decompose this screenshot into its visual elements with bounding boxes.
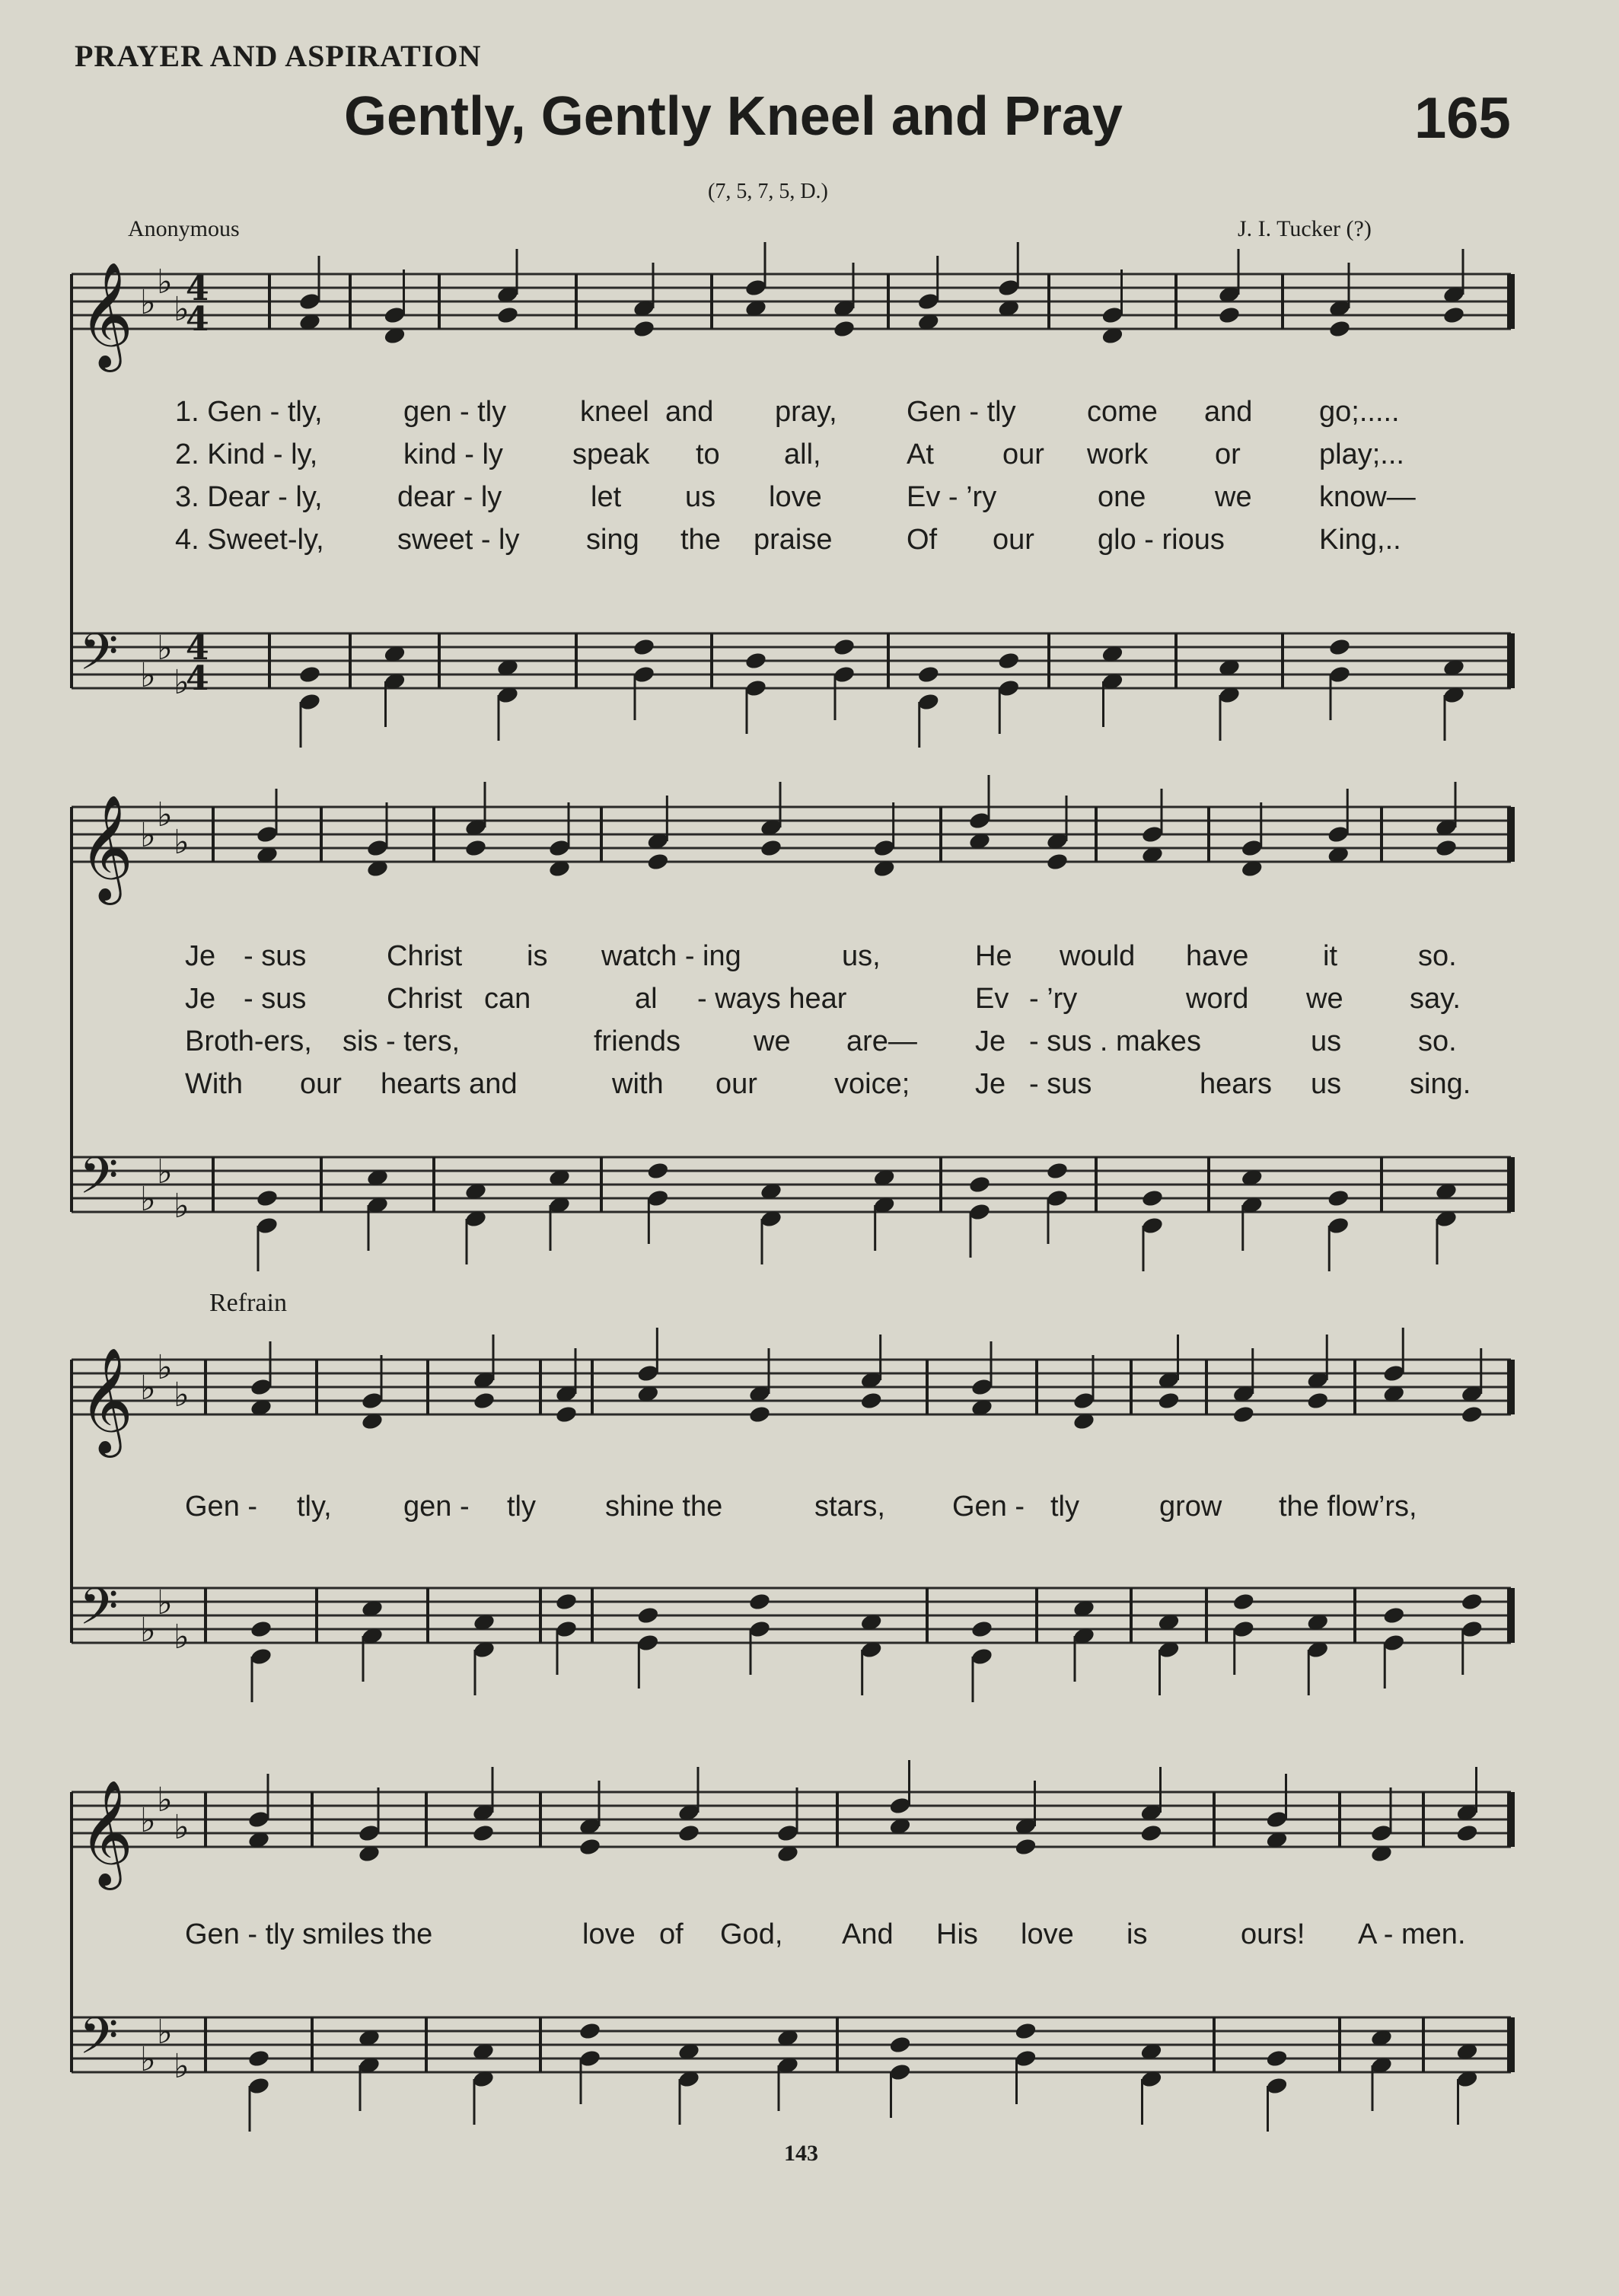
notehead <box>555 1405 578 1424</box>
notehead <box>578 2021 602 2041</box>
refrain2-j: A - men. <box>1358 1918 1466 1950</box>
flat-icon: ♭ <box>174 1618 190 1657</box>
refrain1-c: gen - <box>403 1491 470 1523</box>
notehead <box>496 305 520 325</box>
verse2-lyric-f: At <box>907 438 934 470</box>
s2-v4-i: hears <box>1200 1068 1273 1100</box>
s2-v2-e: al <box>635 983 658 1015</box>
notehead <box>646 852 670 872</box>
treble-clef-icon: 𝄞 <box>79 262 133 368</box>
verse1-lyric-a: 1. Gen - tly, <box>175 396 323 428</box>
flat-icon: ♭ <box>174 663 190 702</box>
s2-v1-e: watch - ing <box>601 940 741 972</box>
verse4-lyric-i: King,.. <box>1319 524 1401 556</box>
notehead <box>1265 2049 1289 2068</box>
flat-icon: ♭ <box>140 1180 156 1219</box>
notehead <box>1139 1823 1163 1843</box>
notehead <box>1328 319 1352 339</box>
treble-clef-icon: 𝄞 <box>79 1347 133 1453</box>
notehead <box>633 637 656 657</box>
verse3-lyric-h: we <box>1215 481 1252 513</box>
notehead <box>1382 1606 1406 1625</box>
s2-v1-k: so. <box>1418 940 1457 972</box>
notehead <box>748 1592 772 1612</box>
notehead <box>256 1188 279 1208</box>
verse3-lyric-e: love <box>769 481 822 513</box>
verse3-lyric-i: know— <box>1319 481 1416 513</box>
verse1-lyric-f: Gen - tly <box>907 396 1016 428</box>
refrain1-i: grow <box>1159 1491 1222 1523</box>
s2-v1-d: is <box>527 940 548 972</box>
notehead <box>1460 1592 1484 1612</box>
verse4-lyric-c: sing <box>586 524 639 556</box>
refrain2-e: And <box>842 1918 894 1950</box>
refrain2-h: is <box>1127 1918 1148 1950</box>
treble-clef-icon: 𝄞 <box>79 1780 133 1886</box>
verse3-lyric-b: dear - ly <box>397 481 502 513</box>
notehead <box>1455 1823 1479 1843</box>
verse1-lyric-i: go;..... <box>1319 396 1400 428</box>
s2-v4-g: Je <box>975 1068 1006 1100</box>
flat-icon: ♭ <box>140 656 156 695</box>
s2-v3-c: friends <box>594 1025 681 1057</box>
verse2-lyric-a: 2. Kind - ly, <box>175 438 318 470</box>
refrain1-d: tly <box>507 1491 536 1523</box>
s2-v2-i: word <box>1186 983 1249 1015</box>
notehead <box>1046 1161 1069 1181</box>
notehead <box>578 1837 602 1857</box>
notehead <box>464 838 488 858</box>
flat-icon: ♭ <box>157 629 173 668</box>
notehead <box>1141 1188 1165 1208</box>
refrain1-h: tly <box>1050 1491 1079 1523</box>
flat-icon: ♭ <box>174 290 190 329</box>
refrain2-a: Gen - tly smiles the <box>185 1918 433 1950</box>
flat-icon: ♭ <box>140 816 156 855</box>
verse1-lyric-e: pray, <box>775 396 837 428</box>
notehead <box>298 665 322 684</box>
words-credit: Anonymous <box>128 216 240 241</box>
notehead <box>1442 305 1466 325</box>
s2-v2-h: - ’ry <box>1029 983 1078 1015</box>
notehead <box>633 319 656 339</box>
s2-v4-d: with <box>612 1068 664 1100</box>
flat-icon: ♭ <box>157 263 173 301</box>
bass-clef-icon: 𝄢 <box>79 623 119 694</box>
notehead <box>760 838 783 858</box>
verse3-lyric-c: let <box>591 481 622 513</box>
bass-clef-icon: 𝄢 <box>79 1577 119 1648</box>
notehead <box>748 1405 772 1424</box>
verse4-lyric-b: sweet - ly <box>397 524 520 556</box>
s2-v2-a: Je <box>185 983 216 1015</box>
flat-icon: ♭ <box>157 796 173 834</box>
s2-v4-e: our <box>715 1068 757 1100</box>
verse2-lyric-e: all, <box>784 438 821 470</box>
notehead <box>833 637 856 657</box>
verse4-lyric-e: praise <box>754 524 833 556</box>
s2-v2-b: - sus <box>244 983 307 1015</box>
section-heading: PRAYER AND ASPIRATION <box>75 39 482 73</box>
notehead <box>646 1161 670 1181</box>
s2-v3-h: us <box>1311 1025 1342 1057</box>
time-signature-top: 4 <box>186 629 209 668</box>
flat-icon: ♭ <box>174 1808 190 1847</box>
notehead <box>555 1592 578 1612</box>
verse1-lyric-b: gen - tly <box>403 396 507 428</box>
refrain1-b: tly, <box>297 1491 332 1523</box>
flat-icon: ♭ <box>157 1781 173 1819</box>
s2-v3-f: Je <box>975 1025 1006 1057</box>
notehead <box>1218 305 1241 325</box>
s2-v4-k: sing. <box>1410 1068 1471 1100</box>
notehead <box>970 1619 994 1639</box>
hymn-title: Gently, Gently Kneel and Pray <box>344 86 1123 147</box>
refrain1-e: shine the <box>605 1491 723 1523</box>
flat-icon: ♭ <box>157 2013 173 2052</box>
verse2-lyric-c: speak <box>572 438 650 470</box>
flat-icon: ♭ <box>157 1348 173 1387</box>
s2-v1-c: Christ <box>387 940 463 972</box>
notehead <box>636 1606 660 1625</box>
s2-v1-g: He <box>975 940 1012 972</box>
time-signature-bottom: 4 <box>186 300 209 339</box>
verse3-lyric-g: one <box>1098 481 1146 513</box>
music-credit: J. I. Tucker (?) <box>1238 216 1372 241</box>
notehead <box>677 1823 701 1843</box>
notehead <box>859 1391 883 1411</box>
verse1-lyric-d: and <box>665 396 714 428</box>
treble-clef-icon: 𝄞 <box>79 795 133 901</box>
s2-v1-h: would <box>1060 940 1136 972</box>
refrain1-f: stars, <box>814 1491 885 1523</box>
refrain2-c: of <box>659 1918 684 1950</box>
meter-label: (7, 5, 7, 5, D.) <box>708 180 828 203</box>
flat-icon: ♭ <box>174 1187 190 1226</box>
verse2-lyric-g: our <box>1002 438 1044 470</box>
s2-v4-f: voice; <box>834 1068 910 1100</box>
flat-icon: ♭ <box>140 2040 156 2079</box>
notehead <box>744 651 768 671</box>
s2-v3-g: - sus . makes <box>1029 1025 1201 1057</box>
s2-v4-j: us <box>1311 1068 1342 1100</box>
s2-v3-a: Broth-ers, <box>185 1025 312 1057</box>
refrain2-d: God, <box>720 1918 783 1950</box>
verse3-lyric-a: 3. Dear - ly, <box>175 481 323 513</box>
notehead <box>997 651 1021 671</box>
verse4-lyric-g: our <box>993 524 1034 556</box>
flat-icon: ♭ <box>140 1801 156 1840</box>
s2-v2-d: can <box>484 983 531 1015</box>
flat-icon: ♭ <box>140 1611 156 1650</box>
verse1-lyric-h: and <box>1204 396 1253 428</box>
notehead <box>888 2035 912 2055</box>
s2-v4-b: our <box>300 1068 342 1100</box>
s2-v3-d: we <box>754 1025 791 1057</box>
verse4-lyric-d: the <box>680 524 721 556</box>
s2-v4-a: With <box>185 1068 243 1100</box>
verse3-lyric-d: us <box>685 481 716 513</box>
verse2-lyric-b: kind - ly <box>403 438 503 470</box>
s2-v4-h: - sus <box>1029 1068 1092 1100</box>
notehead <box>833 319 856 339</box>
notehead <box>1014 1837 1037 1857</box>
s2-v2-k: say. <box>1410 983 1461 1015</box>
time-signature-top: 4 <box>186 269 209 308</box>
notehead <box>250 1619 273 1639</box>
verse2-lyric-h: work <box>1087 438 1149 470</box>
s2-v3-e: are— <box>846 1025 917 1057</box>
notehead <box>472 1823 496 1843</box>
notehead <box>473 1391 496 1411</box>
refrain2-f: His <box>936 1918 978 1950</box>
flat-icon: ♭ <box>140 283 156 322</box>
verse2-lyric-j: play;... <box>1319 438 1404 470</box>
refrain2-b: love <box>582 1918 636 1950</box>
s2-v4-c: hearts and <box>381 1068 518 1100</box>
s2-v1-i: have <box>1186 940 1249 972</box>
s2-v1-b: - sus <box>244 940 307 972</box>
flat-icon: ♭ <box>174 823 190 862</box>
verse4-lyric-h: glo - rious <box>1098 524 1225 556</box>
notehead <box>1232 1592 1255 1612</box>
notehead <box>1014 2021 1037 2041</box>
notehead <box>247 2049 271 2068</box>
bass-clef-icon: 𝄢 <box>79 2007 119 2078</box>
notehead <box>916 665 940 684</box>
verse1-lyric-c: kneel <box>580 396 649 428</box>
verse3-lyric-f: Ev - ’ry <box>907 481 997 513</box>
notehead <box>1460 1405 1484 1424</box>
s2-v3-b: sis - ters, <box>343 1025 461 1057</box>
notehead <box>1435 838 1458 858</box>
s2-v1-f: us, <box>842 940 881 972</box>
notehead <box>1046 852 1069 872</box>
verse2-lyric-i: or <box>1215 438 1241 470</box>
refrain2-i: ours! <box>1241 1918 1305 1950</box>
s2-v2-j: we <box>1306 983 1343 1015</box>
flat-icon: ♭ <box>140 1369 156 1408</box>
notehead <box>1157 1391 1181 1411</box>
page-number: 143 <box>784 2141 818 2166</box>
s2-v1-a: Je <box>185 940 216 972</box>
flat-icon: ♭ <box>174 2047 190 2086</box>
notehead <box>968 1175 992 1194</box>
refrain2-g: love <box>1021 1918 1074 1950</box>
refrain1-a: Gen - <box>185 1491 258 1523</box>
time-signature-bottom: 4 <box>186 659 209 698</box>
refrain-label: Refrain <box>209 1289 287 1317</box>
notehead <box>1328 637 1352 657</box>
notehead <box>1232 1405 1255 1424</box>
notehead <box>1327 1188 1350 1208</box>
refrain1-g: Gen - <box>952 1491 1025 1523</box>
refrain1-j: the flow’rs, <box>1279 1491 1417 1523</box>
s2-v2-f: - ways hear <box>697 983 847 1015</box>
verse1-lyric-g: come <box>1087 396 1158 428</box>
flat-icon: ♭ <box>157 1583 173 1622</box>
notehead <box>1306 1391 1330 1411</box>
s2-v2-g: Ev <box>975 983 1009 1015</box>
hymn-number: 165 <box>1414 86 1511 151</box>
bass-clef-icon: 𝄢 <box>79 1146 119 1217</box>
verse4-lyric-a: 4. Sweet-ly, <box>175 524 324 556</box>
verse4-lyric-f: Of <box>907 524 938 556</box>
flat-icon: ♭ <box>174 1376 190 1414</box>
flat-icon: ♭ <box>157 1153 173 1191</box>
s2-v2-c: Christ <box>387 983 463 1015</box>
s2-v1-j: it <box>1323 940 1337 972</box>
verse2-lyric-d: to <box>696 438 720 470</box>
s2-v3-i: so. <box>1418 1025 1457 1057</box>
